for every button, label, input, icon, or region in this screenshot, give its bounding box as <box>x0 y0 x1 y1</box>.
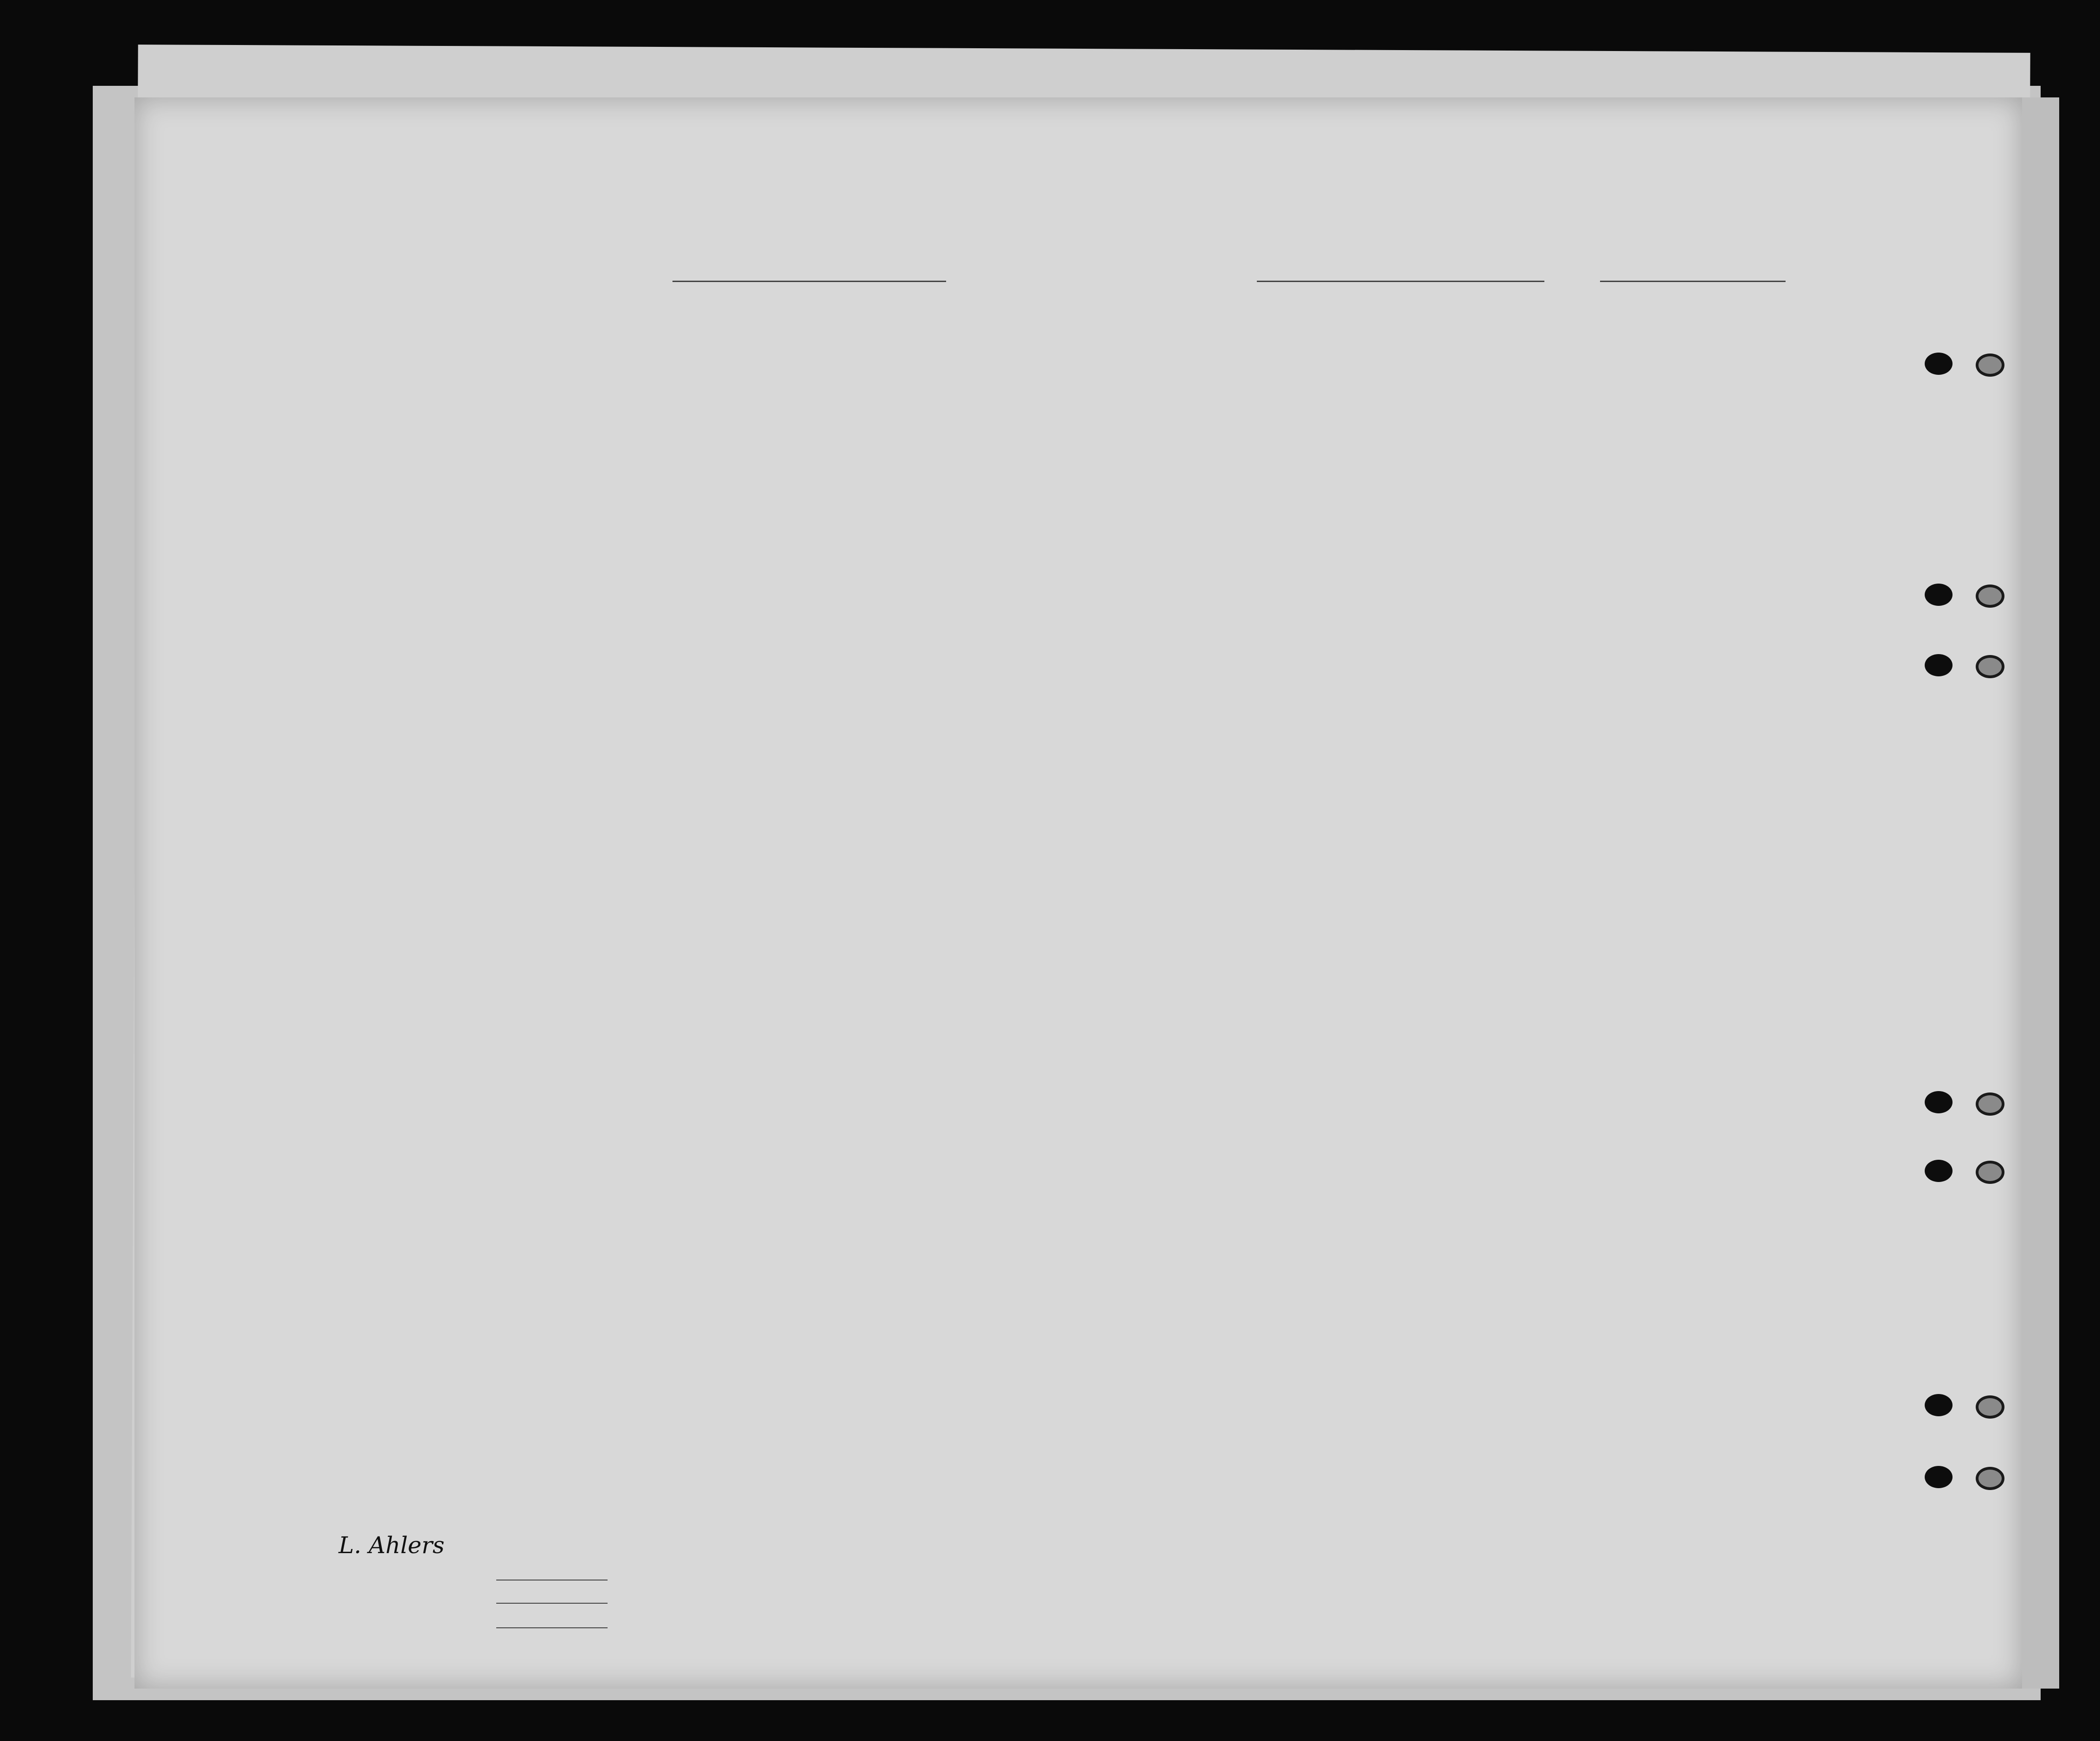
purser-signature: L. Ahlers <box>339 1532 445 1559</box>
punch-hole <box>1976 655 2004 678</box>
citizens-line <box>496 1603 608 1604</box>
punch-hole <box>1925 1160 1953 1182</box>
punch-hole <box>1925 654 1953 676</box>
punch-hole <box>1976 353 2004 377</box>
punch-hole <box>1976 1161 2004 1184</box>
next-page-strip <box>2022 97 2059 1689</box>
aliens-line <box>496 1627 608 1628</box>
punch-hole <box>1976 1467 2004 1490</box>
punch-hole <box>1976 585 2004 608</box>
punch-hole <box>1976 1395 2004 1419</box>
punch-hole <box>1925 1394 1953 1416</box>
manifest-page <box>134 97 2022 1689</box>
punch-hole <box>1925 584 1953 606</box>
punch-hole <box>1976 1092 2004 1116</box>
punch-hole <box>1925 1466 1953 1488</box>
punch-hole <box>1925 353 1953 375</box>
table-grid <box>134 97 2022 1689</box>
punch-hole <box>1925 1091 1953 1113</box>
